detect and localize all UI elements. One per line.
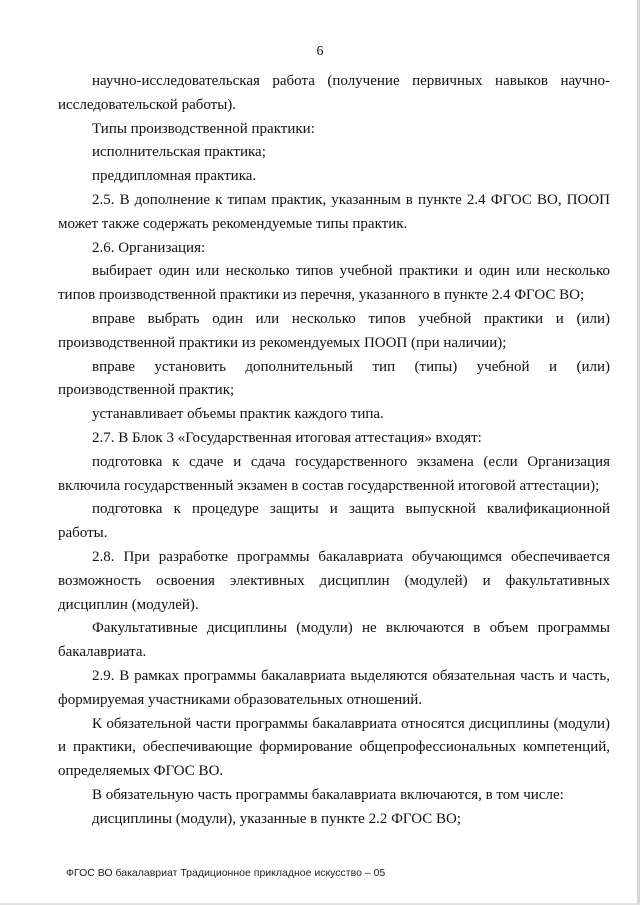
paragraph: Типы производственной практики: — [92, 120, 315, 137]
paragraph: В обязательную часть программы бакалавриата включаются, в том числе: — [92, 786, 564, 803]
paragraph: вправе выбрать один или несколько типов учебной практики и (или) производственной практики из рекомендуемых ПООП (при наличии); — [58, 310, 610, 351]
paragraph: исполнительская практика; — [92, 144, 266, 161]
paragraph: К обязательной части программы бакалавриата относятся дисциплины (модули) и практики, обеспечивающие формирование общепрофессиональных компетенций, определяемых ФГОС ВО. — [58, 715, 610, 780]
paragraph: устанавливает объемы практик каждого типа. — [92, 406, 384, 423]
page-footer: ФГОС ВО бакалавриат Традиционное прикладное искусство – 05 — [66, 867, 386, 879]
paragraph: вправе установить дополнительный тип (типы) учебной и (или) производственной практик; — [58, 358, 610, 399]
paragraph: 2.8. При разработке программы бакалавриата обучающимся обеспечивается возможность освоения элективных дисциплин (модулей) и факультативных дисциплин (модулей). — [58, 548, 610, 613]
paragraph: выбирает один или несколько типов учебной практики и один или несколько типов производственной практики из перечня, указанного в пункте 2.4 ФГОС ВО; — [58, 263, 610, 304]
document-body — [58, 70, 610, 832]
paragraph: дисциплины (модули), указанные в пункте 2.2 ФГОС ВО; — [92, 810, 462, 827]
paragraph: научно-исследовательская работа (получение первичных навыков научно-исследовательской работы). — [58, 73, 610, 113]
paragraph: Факультативные дисциплины (модули) не включаются в объем программы бакалавриата. — [58, 620, 610, 661]
paragraph: подготовка к сдаче и сдача государственного экзамена (если Организация включила государственный экзамен в состав государственной итоговой аттестации); — [58, 453, 610, 494]
paragraph: 2.5. В дополнение к типам практик, указанным в пункте 2.4 ФГОС ВО, ПООП может также содержать рекомендуемые типы практик. — [58, 191, 610, 232]
paragraph: подготовка к процедуре защиты и защита выпускной квалификационной работы. — [58, 501, 610, 542]
paragraph: преддипломная практика. — [92, 168, 257, 185]
paragraph: 2.6. Организация: — [92, 239, 206, 256]
page-number: 6 — [316, 44, 324, 59]
paragraph: 2.9. В рамках программы бакалавриата выделяются обязательная часть и часть, формируемая участниками образовательных отношений. — [58, 667, 610, 708]
paragraph: 2.7. В Блок 3 «Государственная итоговая аттестация» входят: — [92, 429, 482, 446]
